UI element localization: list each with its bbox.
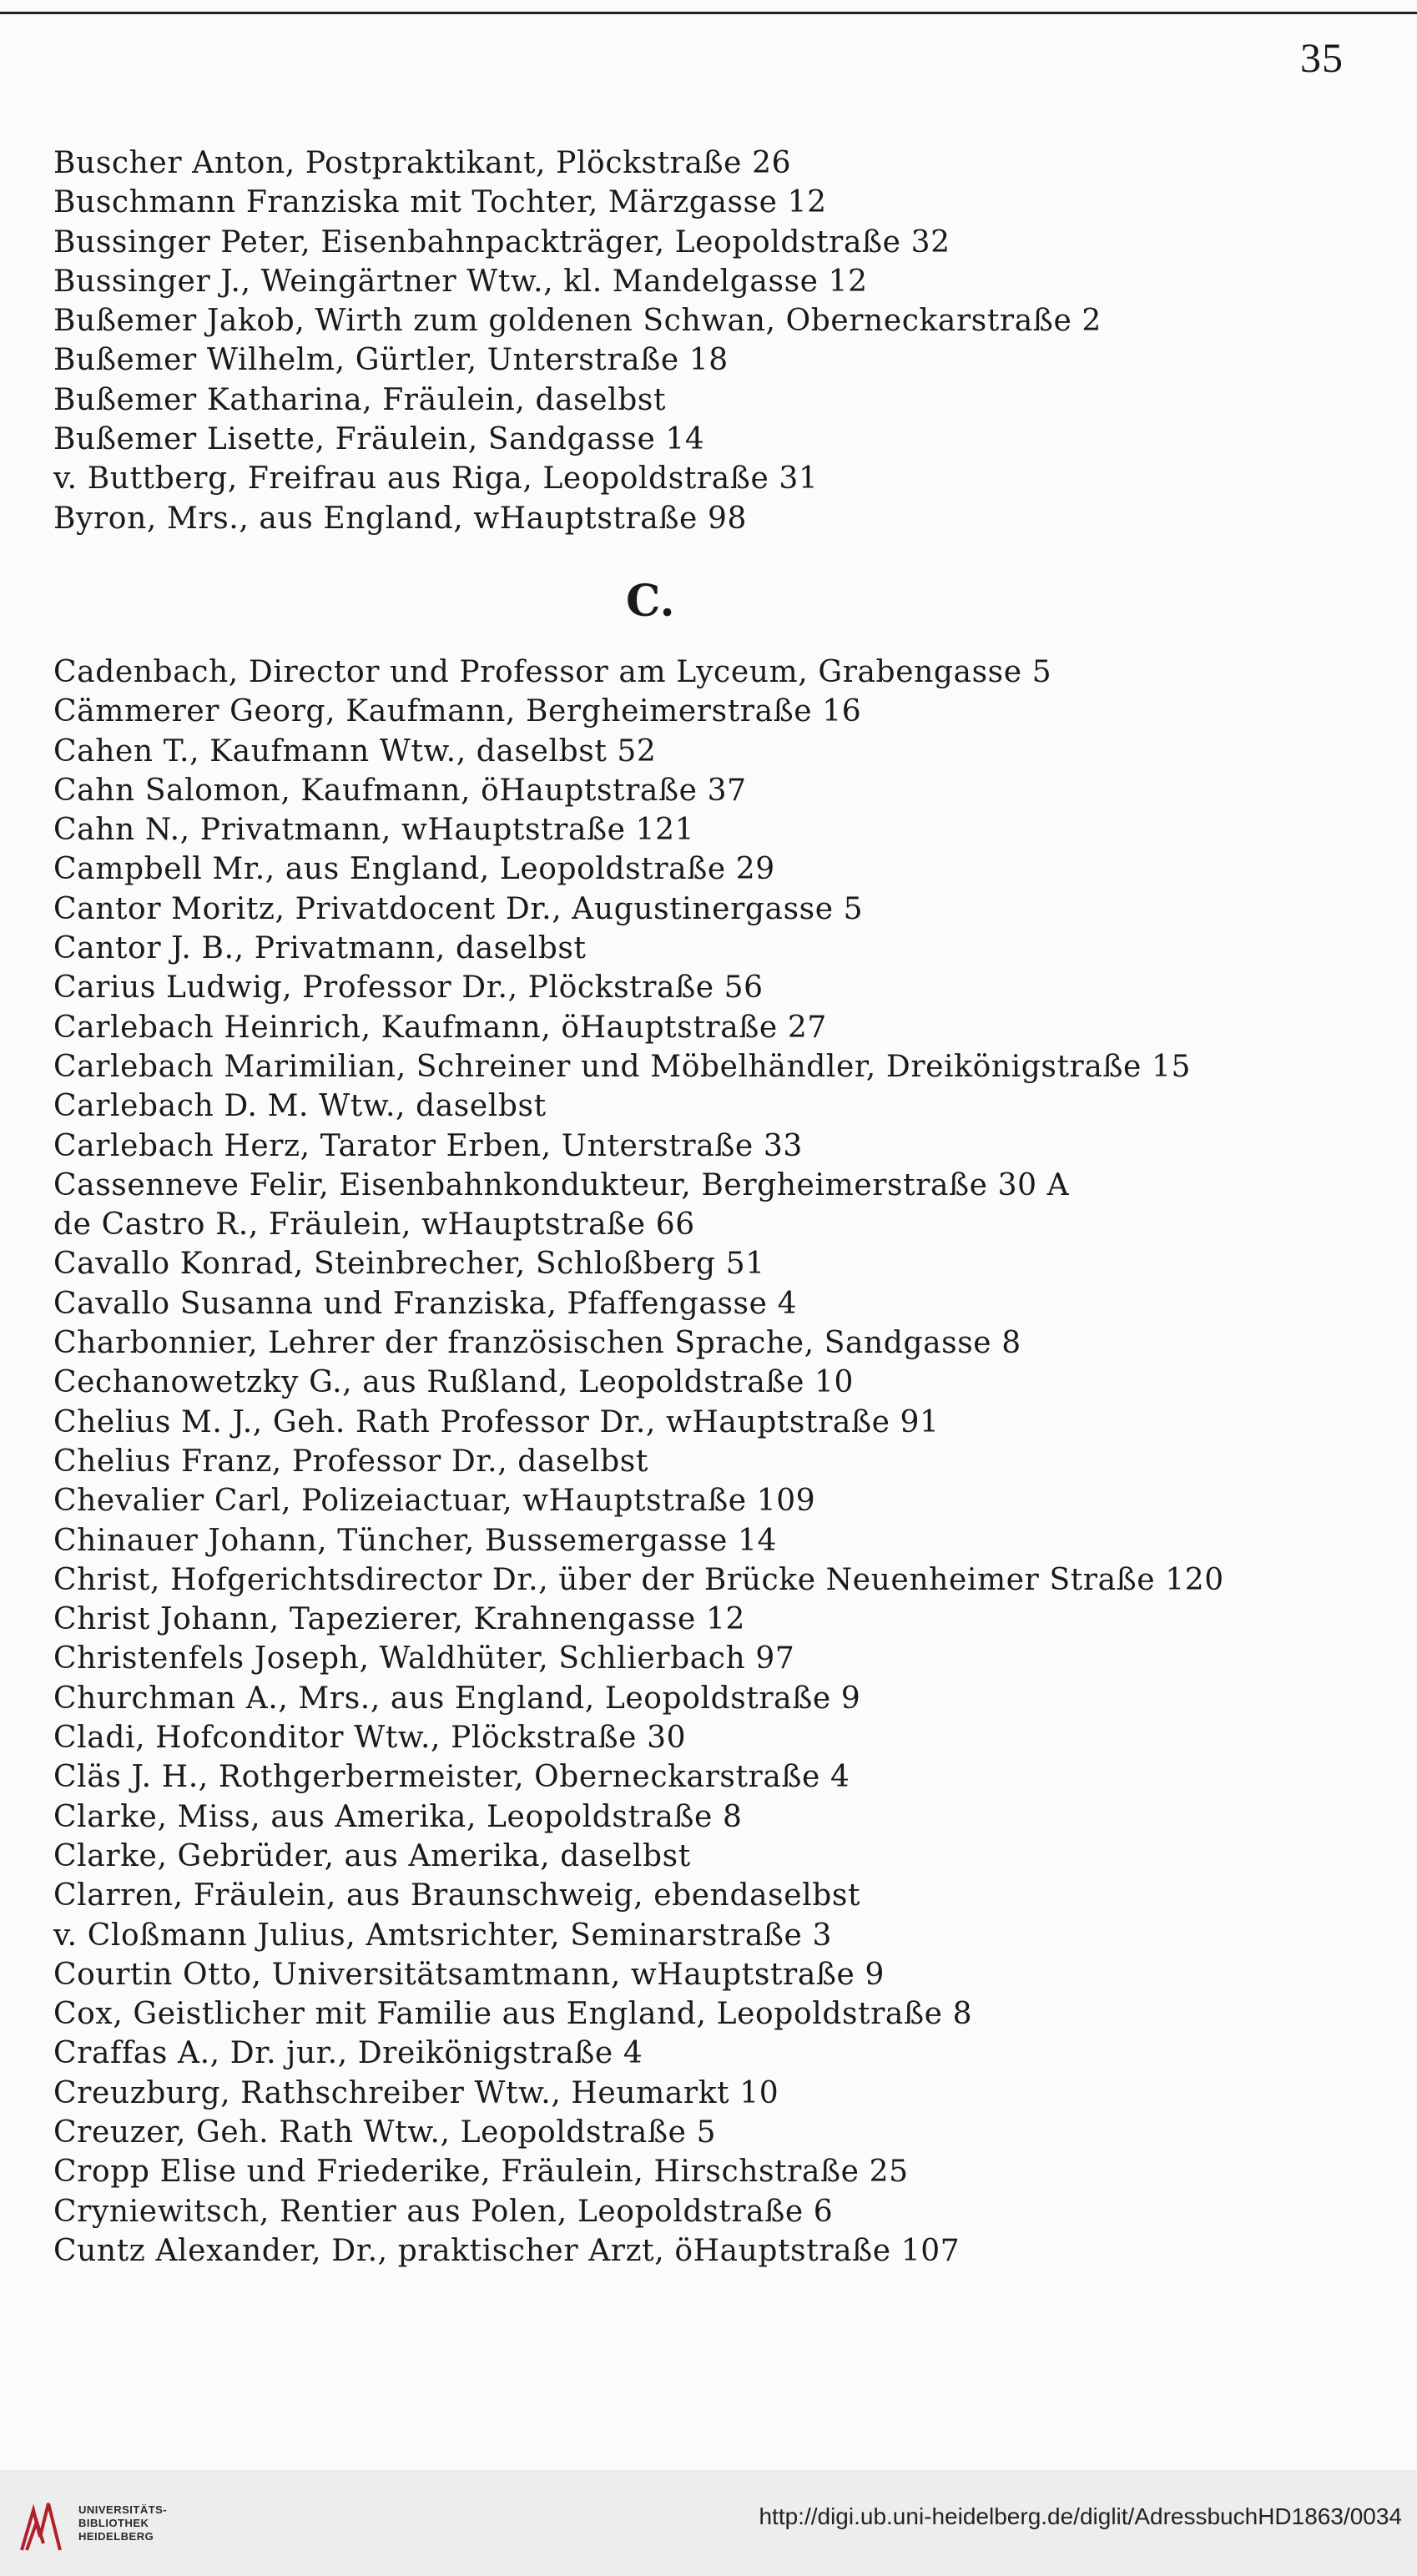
- directory-entry: v. Cloßmann Julius, Amtsrichter, Seminarstraße 3: [53, 1918, 832, 1953]
- directory-entry: Bußemer Lisette, Fräulein, Sandgasse 14: [53, 422, 705, 457]
- footer-bar: [0, 2470, 1417, 2576]
- directory-entry: Carlebach Marimilian, Schreiner und Möbelhändler, Dreikönigstraße 15: [53, 1049, 1192, 1084]
- directory-entry: Cadenbach, Director und Professor am Lyceum, Grabengasse 5: [53, 655, 1052, 689]
- directory-entry: Clarren, Fräulein, aus Braunschweig, ebendaselbst: [53, 1878, 861, 1913]
- logo-text: [78, 2503, 167, 2543]
- page-number: 35: [1300, 34, 1344, 81]
- directory-entry: Buschmann Franziska mit Tochter, Märzgasse 12: [53, 185, 827, 220]
- directory-entry: Cantor J. B., Privatmann, daselbst: [53, 931, 587, 966]
- directory-entry: Cechanowetzky G., aus Rußland, Leopoldstraße 10: [53, 1365, 855, 1400]
- directory-entry: Creuzer, Geh. Rath Wtw., Leopoldstraße 5: [53, 2115, 717, 2150]
- directory-entry: Cryniewitsch, Rentier aus Polen, Leopoldstraße 6: [53, 2194, 834, 2229]
- directory-entry: Clarke, Miss, aus Amerika, Leopoldstraße 8: [53, 1799, 743, 1834]
- entries-list-c: [53, 653, 1372, 2271]
- directory-entry: Creuzburg, Rathschreiber Wtw., Heumarkt 10: [53, 2075, 779, 2110]
- directory-entry: Cavallo Konrad, Steinbrecher, Schloßberg 51: [53, 1247, 765, 1282]
- directory-entry: Cantor Moritz, Privatdocent Dr., Augustinergasse 5: [53, 891, 864, 926]
- directory-entry: Cavallo Susanna und Franziska, Pfaffengasse 4: [53, 1286, 798, 1321]
- directory-entry: Bussinger Peter, Eisenbahnpackträger, Leopoldstraße 32: [53, 224, 951, 260]
- directory-entry: Campbell Mr., aus England, Leopoldstraße 29: [53, 852, 775, 887]
- logo-line: BIBLIOTHEK: [78, 2517, 149, 2529]
- directory-entry: Carlebach Herz, Tarator Erben, Unterstraße 33: [53, 1128, 803, 1163]
- directory-entry: Cahen T., Kaufmann Wtw., daselbst 52: [53, 733, 657, 769]
- entries-list-b: [53, 144, 1372, 538]
- section-heading-c: C.: [626, 576, 675, 627]
- directory-entry: Courtin Otto, Universitätsamtmann, wHauptstraße 9: [53, 1957, 885, 1992]
- directory-entry: Cämmerer Georg, Kaufmann, Bergheimerstraße 16: [53, 694, 862, 729]
- top-rule: [0, 12, 1417, 14]
- directory-entry: Cahn Salomon, Kaufmann, öHauptstraße 37: [53, 773, 747, 808]
- directory-entry: Clarke, Gebrüder, aus Amerika, daselbst: [53, 1838, 691, 1873]
- directory-entry: Christ, Hofgerichtsdirector Dr., über der Brücke Neuenheimer Straße 120: [53, 1562, 1224, 1597]
- directory-entry: Cläs J. H., Rothgerbermeister, Oberneckarstraße 4: [53, 1760, 850, 1795]
- directory-entry: Chevalier Carl, Polizeiactuar, wHauptstraße 109: [53, 1484, 816, 1519]
- directory-entry: Bußemer Jakob, Wirth zum goldenen Schwan, Oberneckarstraße 2: [53, 304, 1102, 339]
- directory-entry: Cuntz Alexander, Dr., praktischer Arzt, öHauptstraße 107: [53, 2233, 961, 2268]
- directory-entry: Cladi, Hofconditor Wtw., Plöckstraße 30: [53, 1721, 687, 1756]
- directory-entry: Byron, Mrs., aus England, wHauptstraße 98: [53, 501, 747, 536]
- library-logo-icon: [15, 2485, 67, 2560]
- directory-entry: Chelius Franz, Professor Dr., daselbst: [53, 1444, 648, 1479]
- source-url-link[interactable]: http://digi.ub.uni-heidelberg.de/diglit/AdressbuchHD1863/0034: [759, 2503, 1402, 2529]
- directory-entry: Cox, Geistlicher mit Familie aus England, Leopoldstraße 8: [53, 1997, 973, 2032]
- directory-entry: Carius Ludwig, Professor Dr., Plöckstraße 56: [53, 970, 764, 1006]
- directory-entry: Chelius M. J., Geh. Rath Professor Dr., wHauptstraße 91: [53, 1404, 940, 1439]
- directory-entry: Craffas A., Dr. jur., Dreikönigstraße 4: [53, 2036, 643, 2071]
- directory-entry: Bußemer Katharina, Fräulein, daselbst: [53, 382, 667, 417]
- directory-entry: Christenfels Joseph, Waldhüter, Schlierbach 97: [53, 1641, 795, 1676]
- directory-entry: Churchman A., Mrs., aus England, Leopoldstraße 9: [53, 1681, 861, 1716]
- directory-entry: Charbonnier, Lehrer der französischen Sprache, Sandgasse 8: [53, 1326, 1021, 1361]
- directory-entry: de Castro R., Fräulein, wHauptstraße 66: [53, 1207, 695, 1243]
- directory-entry: Cahn N., Privatmann, wHauptstraße 121: [53, 813, 695, 848]
- directory-entry: Buscher Anton, Postpraktikant, Plöckstraße 26: [53, 146, 792, 180]
- university-library-logo[interactable]: [15, 2485, 215, 2560]
- directory-entry: Chinauer Johann, Tüncher, Bussemergasse 14: [53, 1523, 777, 1558]
- directory-entry: Bussinger J., Weingärtner Wtw., kl. Mandelgasse 12: [53, 264, 868, 299]
- directory-entry: Cassenneve Felir, Eisenbahnkondukteur, Bergheimerstraße 30 A: [53, 1167, 1070, 1202]
- directory-entry: Christ Johann, Tapezierer, Krahnengasse 12: [53, 1602, 745, 1637]
- directory-entry: v. Buttberg, Freifrau aus Riga, Leopoldstraße 31: [53, 461, 819, 497]
- directory-entry: Carlebach D. M. Wtw., daselbst: [53, 1089, 547, 1124]
- directory-entry: Carlebach Heinrich, Kaufmann, öHauptstraße 27: [53, 1010, 827, 1045]
- logo-line: UNIVERSITÄTS-: [78, 2503, 168, 2516]
- directory-entry: Cropp Elise und Friederike, Fräulein, Hirschstraße 25: [53, 2155, 909, 2190]
- logo-line: HEIDELBERG: [78, 2530, 154, 2543]
- directory-entry: Bußemer Wilhelm, Gürtler, Unterstraße 18: [53, 343, 729, 378]
